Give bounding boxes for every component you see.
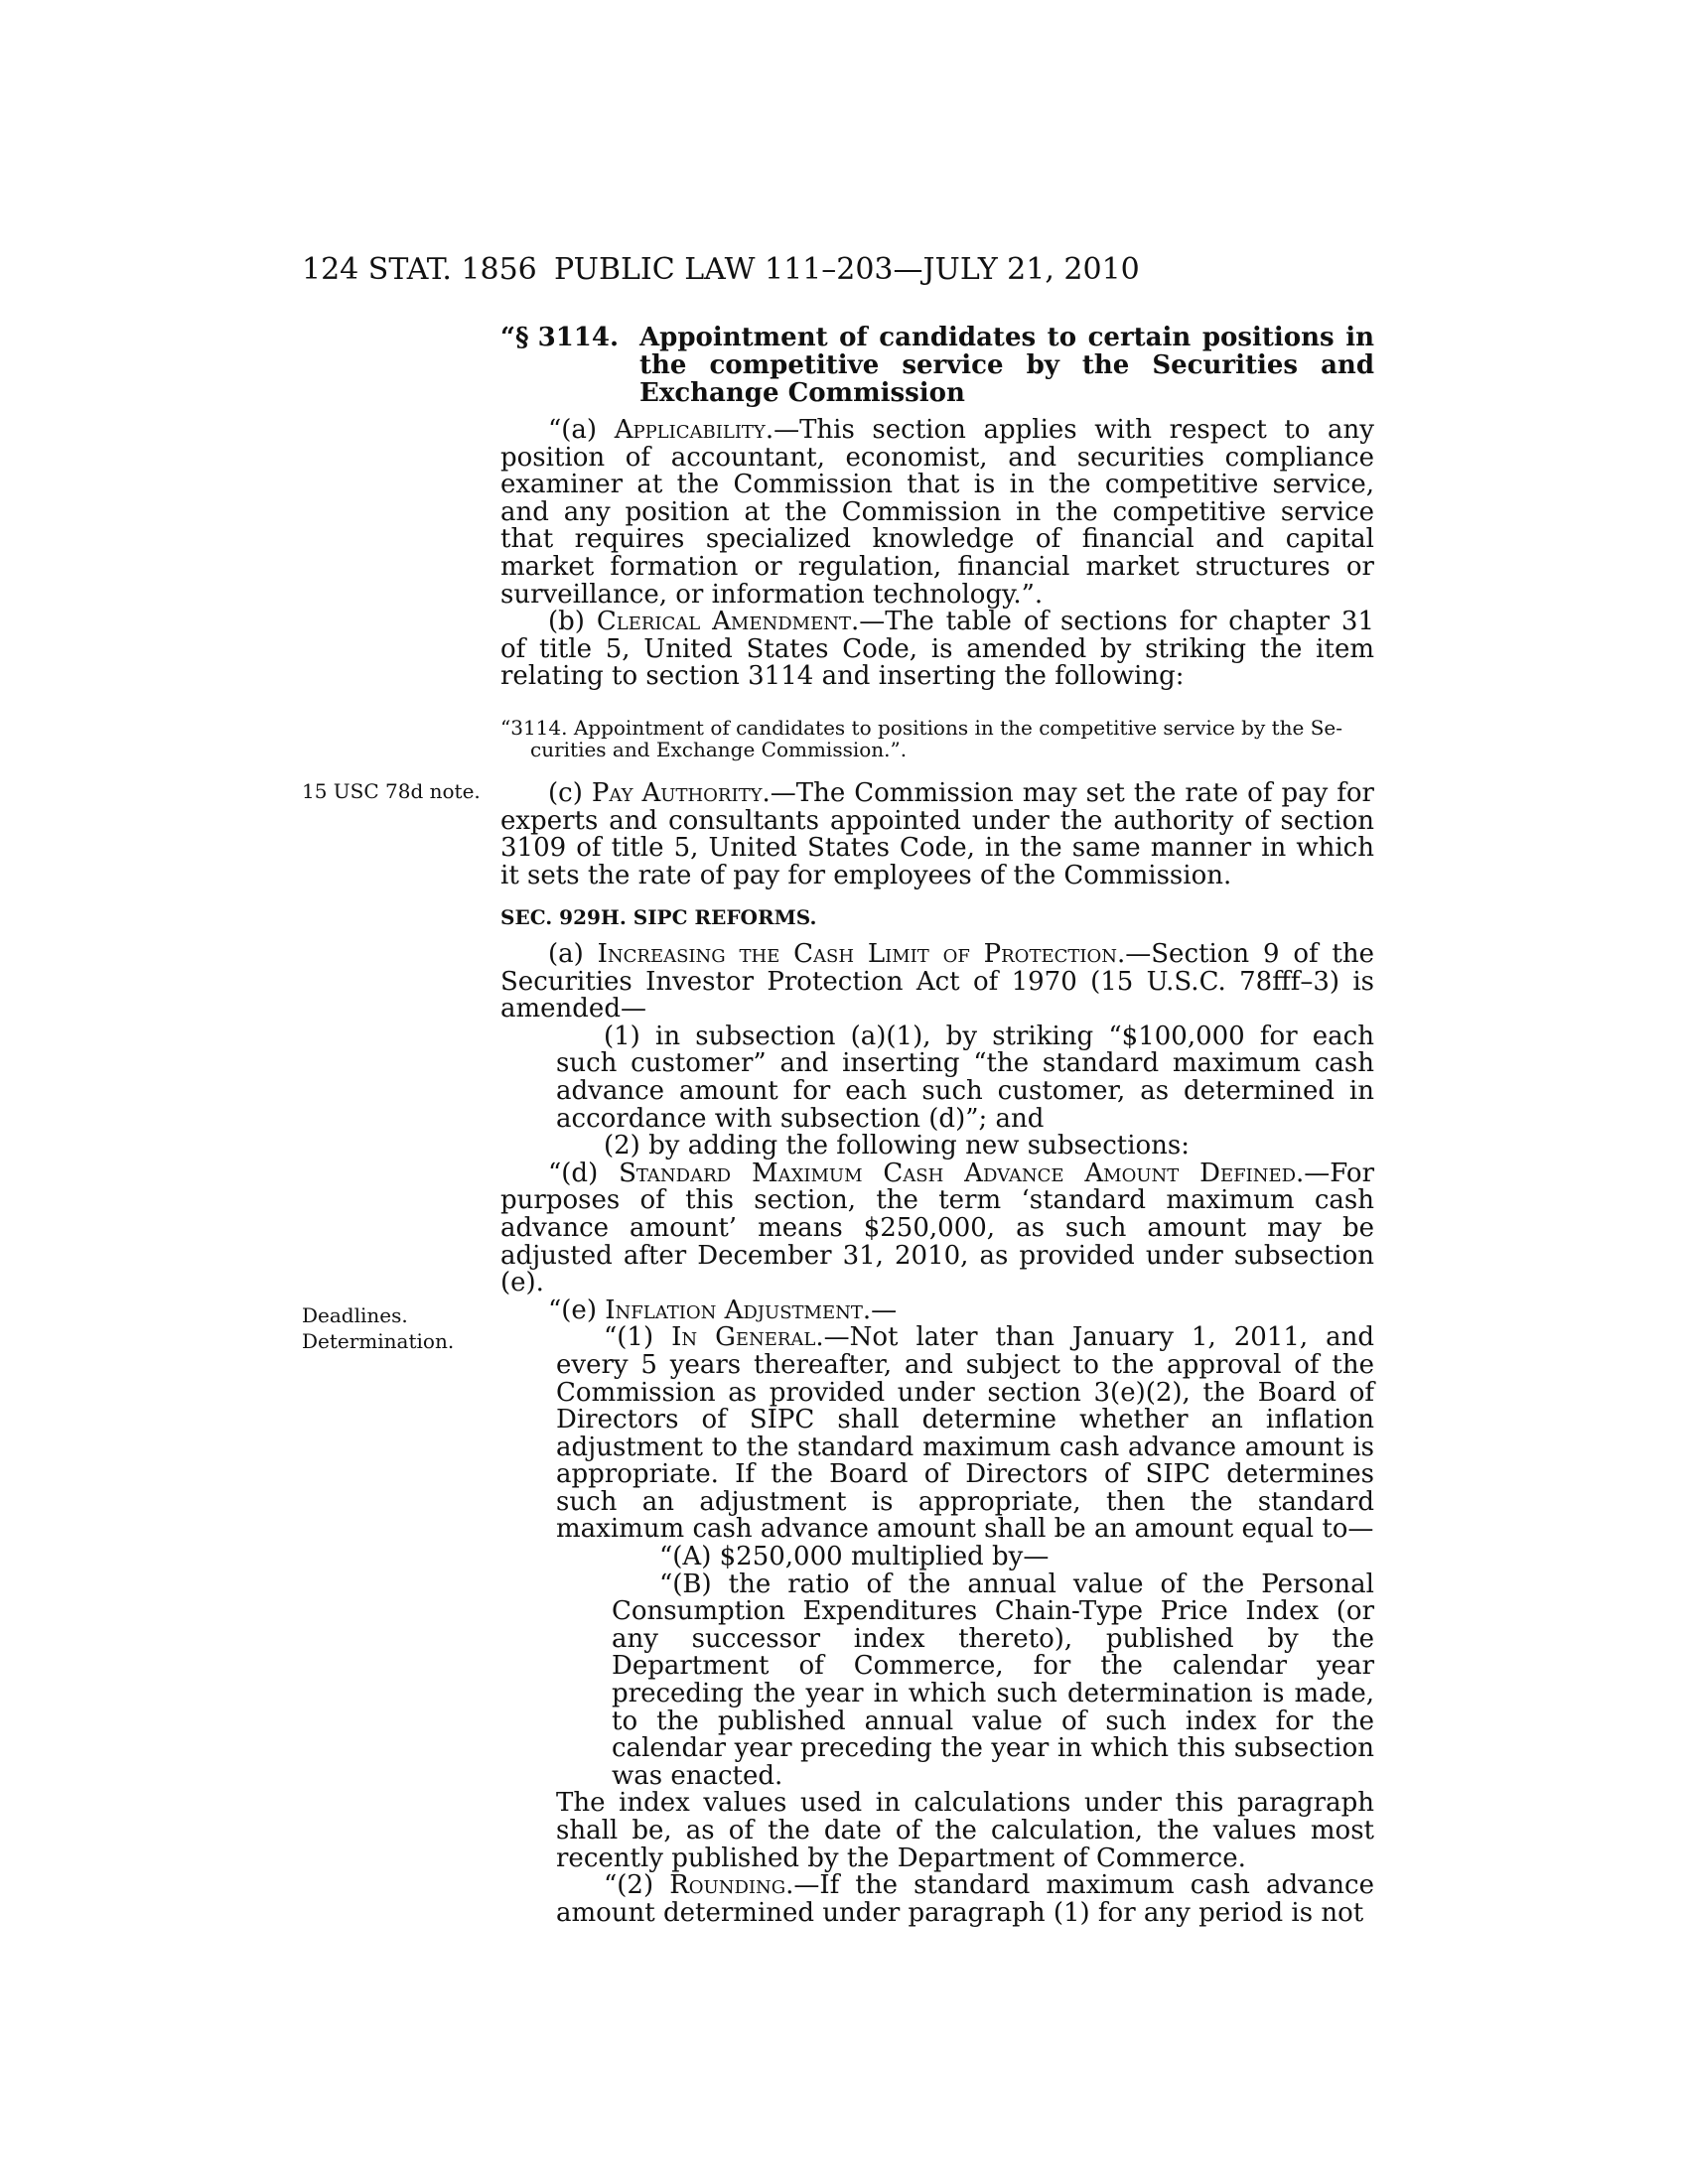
clause-a: “(A) $250,000 multiplied by— (659, 1542, 1050, 1572)
sec-929h-body (500, 941, 1374, 1927)
subsection-c-heading: Pay Authority (591, 778, 763, 808)
subsection-a-heading: Applicability (614, 415, 766, 445)
margin-note-determination-text: Determination. (302, 1329, 455, 1353)
part-a: (a) Increasing the Cash Limit of Protection.—Section 9 of the Securities Investor Protection Act of 1970 (15 U.S.C. 78fff–3) is amended— (500, 939, 1374, 1024)
page-header (302, 252, 1140, 287)
margin-note-usc: 15 USC 78d note. (302, 779, 481, 803)
item-1: (1) in subsection (a)(1), by striking “$100,000 for each such customer” and inserting “the standard maximum cash advance amount for each such customer, as determined in accordance with subsection (d)”; and (556, 1021, 1374, 1134)
subsections-a-b (500, 417, 1374, 691)
subsection-c-block (500, 780, 1374, 889)
paragraph-e2: “(2) Rounding.—If the standard maximum cash advance amount determined under paragraph (1) for any period is not (556, 1870, 1374, 1928)
sec-929h-heading: SEC. 929H. SIPC REFORMS. (500, 905, 817, 929)
table-of-sections-item: “3114. Appointment of candidates to positions in the competitive service by the Se- curities and Exchange Commission.”. (500, 716, 1343, 761)
subsection-b: (b) Clerical Amendment.—The table of sections for chapter 31 of title 5, United States Code, is amended by striking the item relating to section 3114 and inserting the following: (500, 607, 1375, 692)
subsection-e-heading: Inflation Adjustment (605, 1295, 863, 1325)
margin-note-deadlines (302, 1302, 454, 1354)
paragraph-e1: “(1) In General.—Not later than January 1, 2011, and every 5 years thereafter, and subject to the approval of the Commission as provided under section 3(e)(2), the Board of Directors of SIPC shall determine whether an inflation adjustment to the standard maximum cash advance amount is appropriate. If the Board of Directors of SIPC determines such an adjustment is appropriate, then the standard maximum cash advance amount shall be an amount equal to— (556, 1322, 1374, 1545)
subsection-d-heading: Standard Maximum Cash Advance Amount Defined (619, 1158, 1297, 1188)
margin-note-deadlines-text: Deadlines. (302, 1303, 408, 1327)
public-law-title: PUBLIC LAW 111–203—JULY 21, 2010 (554, 252, 1140, 287)
stat-page-number: 124 STAT. 1856 (302, 252, 537, 287)
subsection-c: (c) Pay Authority.—The Commission may set the rate of pay for experts and consultants appointed under the authority of section 3109 of title 5, United States Code, in the same manner in which it sets the rate of pay for employees of the Commission. (500, 778, 1374, 890)
subsection-d: “(d) Standard Maximum Cash Advance Amount Defined.—For purposes of this section, the term ‘standard maximum cash advance amount’ means $250,000, as such amount may be adjusted after December 31, 2010, as provided under subsection (e). (500, 1158, 1374, 1298)
section-3114-title: Appointment of candidates to certain positions in the competitive service by the Securities and Exchange Commission (639, 323, 1374, 408)
paragraph-e1-heading: In General (671, 1322, 816, 1353)
subsection-a: “(a) Applicability.—This section applies with respect to any position of accountant, economist, and securities compliance examiner at the Commission that is in the competitive service, and any position at the Commission in the competitive service that requires specialized knowledge of financial and capital market formation or regulation, financial market structures or surveillance, or information technology.”. (500, 415, 1374, 610)
part-a-heading: Increasing the Cash Limit of Protection (597, 939, 1117, 969)
section-3114-heading (500, 324, 1374, 407)
subsection-b-heading: Clerical Amendment (596, 607, 851, 637)
subsection-e: “(e) Inflation Adjustment.— (548, 1295, 898, 1325)
paragraph-e2-heading: Rounding (669, 1870, 786, 1901)
section-3114-number: “§ 3114. (500, 323, 620, 352)
clause-b: “(B) the ratio of the annual value of the Personal Consumption Expenditures Chain-Type Price Index (or any successor index thereto), published by the Department of Commerce, for the calendar year preceding the year in which such determination is made, to the published annual value of such index for the calendar year preceding the year in which this subsection was enacted. (612, 1569, 1374, 1791)
index-values-paragraph: The index values used in calculations under this paragraph shall be, as of the date of the calculation, the values most recently published by the Department of Commerce. (556, 1788, 1374, 1873)
item-2: (2) by adding the following new subsections: (604, 1131, 1191, 1161)
